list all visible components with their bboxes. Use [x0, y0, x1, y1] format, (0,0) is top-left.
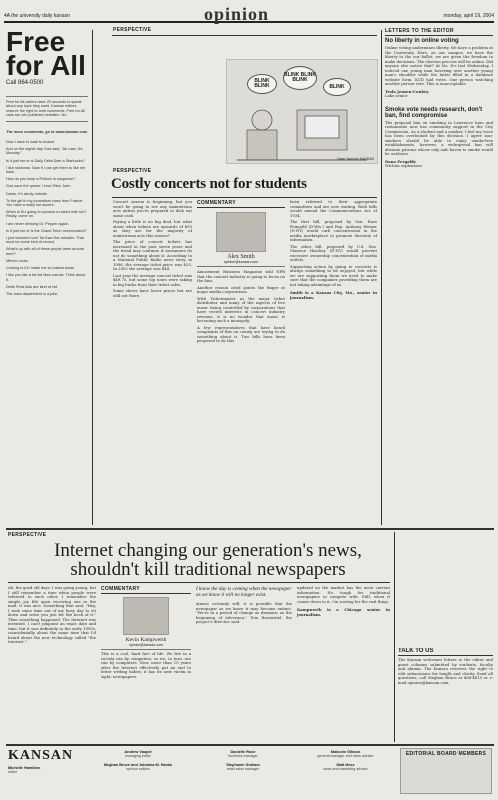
article-paragraph: A few representatives that have heard complaints of this on county are trying to do something about it. Two bills have been proposed to do this.	[197, 324, 285, 343]
letter-body: Online voting undermines liberty. We have a problem at the University. Here, on our campus, we have the liberty to the our ballot, we are given the freedom to make decisions. The election process will be online. Did anyone else notice that? At No. It's last Wednesday, I noticed one young man hovering over another young man's shoulder while the latter filled in a database website form. KUD had votes. One person watching another person vote. This is unacceptable.	[385, 45, 493, 86]
free-for-all-intro: Free for All callers have 20 seconds to speak about any topic they want. Kansan editors reserve the right to omit comments. Free for All calls are not published verbatim. No	[6, 96, 88, 122]
perspective-label: PERSPECTIVE	[113, 27, 152, 33]
article1-col1	[113, 200, 192, 455]
staff-block	[298, 750, 393, 771]
author-email: opinion@kansan.com	[197, 260, 285, 267]
section-title: opinion	[204, 4, 270, 24]
staff-role: business manager	[228, 754, 258, 758]
column-divider	[394, 532, 395, 742]
free-for-all-item: Is it just me or is the Grand Teton overcrowded?	[6, 228, 87, 233]
commentary-label: COMMENTARY	[101, 586, 191, 594]
page-header	[4, 6, 494, 23]
staff-name: Andrew Vaupel	[124, 750, 152, 754]
column-divider	[381, 30, 382, 525]
author-email: opinion@kansan.com	[101, 643, 191, 650]
letter-body: The proposal ban on smoking in Lawrence bars and restaurants now has community support in the City Commission. As a student and a smoker, I feel my voice has been overlooked by this decision. I agree non-smokers should be able to enjoy smoke-free establishments, however, a widespread ban will alienate patrons whose only safe haven to smoke would be outdoors.	[385, 119, 493, 156]
free-for-all-item: I just smoked more Tar than five minutes. That must be some kind of record.	[6, 236, 84, 245]
article-paragraph: Ah, the good old days. I was going young, but I still remember a time when people were tethered to each other. I remember the simple joy felt upon receiving one in the mail. It was nice. Something that said, "Hey, I took some time out of my busy day to sit down and write you just for the heck of it." Then something happened. The Internet was invented. I can't pinpoint an exact date and time, but it was definitely in the early 1990s, coincidentally about the same time that I'd heard about the new technology called "the Internet."	[8, 586, 96, 644]
letter-signature-detail: Lake senior	[385, 93, 408, 98]
free-for-all-item: I like you like a fat kid likes carrots. Think about it.	[6, 273, 86, 282]
article-paragraph: This is a cool, hard fact of life. We live in a society run by computers, so we, in turn, are run by computers. Now, more than 10 years after the Internet effectively put an end to letter writing habits, it has its next victim in sight: newspapers.	[101, 651, 191, 679]
staff-role: editor	[8, 770, 17, 774]
article-author-tagline: Smith is a Kansas City, Mo., senior in journalism.	[290, 290, 377, 300]
letter-signature-detail: Wichita sophomore	[385, 163, 423, 168]
article-headline: Internet changing our generation's news, shouldn't kill traditional newspapers	[54, 540, 362, 580]
masthead-rule	[6, 744, 494, 746]
author-photo	[216, 212, 266, 252]
free-for-all-item: The main department is a joke.	[6, 291, 59, 296]
pull-quote: I know the day is coming when the newspaper as we know it will no longer exist.	[196, 586, 292, 599]
free-for-all-item: Coming to KU made me so instant Asian.	[6, 266, 76, 271]
column-divider	[92, 30, 93, 525]
author-name: Kevin Kampwerth	[125, 637, 167, 643]
article-paragraph: Some shows have lower prices but are still out there.	[113, 288, 192, 298]
article-paragraph: The first bill, proposed by Sen. Russ Feingold (D-Wis.) and Rep. Anthony Weiner (D-NY) would curb concentration in the media marketplace to promote diversity of information.	[290, 219, 377, 242]
staff-name: Stephanie Graham	[226, 763, 260, 767]
free-for-all-item: When is KU going to sponsor a naked mile run? Really, come on.	[6, 210, 87, 219]
staff-block	[8, 766, 78, 774]
free-for-all-item: Damn, it's windy outside.	[6, 191, 48, 196]
masthead	[8, 748, 493, 796]
talk-to-us-text: The Kansan welcomes letters to the editor and guest columns submitted by students, faculty and alumni. The Kansan reserves the right to edit submissions for length and clarity. Send all questions, call Meghan Bruce at 864-4810 or e-mail opinion@kansan.com.	[398, 657, 493, 685]
article-paragraph: With Ticketmaster as the major ticket distributor and many of the aspects of live music being controlled by corporations that have vested interests in concert industry revenue, it is no wonder that music is becoming such a monopoly.	[197, 295, 285, 323]
header-date: monday, april 19, 2004	[443, 13, 494, 19]
free-for-all-item: How do you keep a Pollock in suspense?	[6, 177, 76, 182]
article-paragraph: been referred to their appropriate committees and are now waiting. Both bills would amend the Communications Act of 1934.	[290, 200, 377, 218]
free-for-all-item: Is it just me or is Daily Della Dale a Starbucks?	[6, 158, 85, 163]
article-paragraph: The other bill, proposed by U.S. Sen. Maurice Hinchey (D-NY) would prevent excessive ownership concentration of media outlets.	[290, 243, 377, 262]
article2-col2	[101, 586, 191, 736]
perspective-label: PERSPECTIVE	[8, 532, 47, 538]
letters-header: LETTERS TO THE EDITOR	[385, 28, 493, 36]
cartoon-bubble: BLINK BLINK BLINK	[283, 66, 317, 90]
talk-to-us-box	[398, 648, 493, 738]
article-paragraph: Supporting action by going to concerts is always something to be enjoyed, but while we are supporting them we need to make sure that the companies providing them are not taking advantage of us.	[290, 263, 377, 287]
perspective-rule	[112, 35, 377, 36]
perspective-label: PERSPECTIVE	[113, 168, 152, 174]
article2-col4	[297, 586, 390, 736]
article-paragraph: Concert season is beginning, but you won't be going to see any mainstream acts unless you're prepared to dish out some cash.	[113, 200, 192, 218]
article2-col3	[196, 586, 292, 736]
cartoon-bubble: BLINK	[323, 78, 351, 96]
article-paragraph: Another reason cited points the finger at major media corporations.	[197, 284, 285, 294]
free-for-all-item: Mhmm rocks.	[6, 258, 29, 263]
author-photo	[123, 597, 169, 635]
free-for-all-item: To the girl in my journalism class from France: You have a really hot accent.	[6, 198, 84, 208]
staff-role: sales and marketing adviser	[323, 767, 368, 771]
free-for-all-item: And on the eighth day God said, "Ah man, it's Monday."	[6, 147, 83, 156]
free-for-all-item: I am never drinking Dr. Pepper again.	[6, 221, 69, 226]
free-for-all-list	[6, 140, 88, 296]
staff-name: Malcolm Gibson	[330, 750, 361, 754]
editorial-board-label: EDITORIAL BOARD MEMBERS	[405, 751, 487, 757]
headline-rule	[112, 197, 377, 198]
header-left-text: 4A the university daily kansan	[4, 13, 70, 19]
staff-name: Michelle Hamilton	[8, 766, 41, 770]
article-paragraph: Paying a little is no big deal, but what about when tickets are upwards of $55 as they are for the majority of mainstream acts this season?	[113, 219, 192, 238]
free-for-all-item: God save the queen. I love Elton John.	[6, 184, 72, 189]
section-divider	[6, 528, 494, 530]
talk-to-us-header: TALK TO US	[398, 648, 493, 656]
free-for-all-title: Free for All	[6, 30, 86, 81]
staff-name: Danielle Rose	[230, 750, 256, 754]
free-for-all-item: What's up with all of these purple trees around here?	[6, 247, 84, 256]
free-for-all-phone: Call 864-0500	[6, 80, 44, 86]
free-for-all-item: Now I have to walk to lecture	[6, 140, 55, 145]
editorial-cartoon	[226, 59, 378, 164]
free-for-all-item: Della Terra kids are kind of hot.	[6, 284, 59, 289]
article1-col3	[290, 200, 377, 455]
staff-block	[93, 750, 183, 771]
article-paragraph: Amusement Business Magazine told NPR that the concert industry is going to focus on the fans.	[197, 269, 285, 283]
staff-role: managing editor	[125, 754, 151, 758]
letter-title: No liberty in online voting	[385, 38, 459, 44]
article-headline: Costly concerts not for students	[111, 176, 307, 192]
commentary-label: COMMENTARY	[197, 200, 285, 208]
author-name: Alex Smith	[227, 254, 255, 260]
letters-column	[385, 28, 493, 528]
staff-role: general manager and news adviser	[317, 754, 374, 758]
staff-role: opinion editors	[126, 767, 150, 771]
staff-role: retail sales manager	[226, 767, 260, 771]
free-for-all-column	[6, 30, 88, 530]
cartoon-credit: Dave Tach for KANSAN	[337, 157, 374, 161]
paper-nameplate: KANSAN	[8, 748, 74, 763]
headline-rule	[8, 582, 390, 583]
letter-signature: Dana Pergaldy	[385, 158, 416, 164]
free-for-all-web-label: For more comments, go to www.kansan.com	[6, 129, 88, 134]
staff-name: Meghan Bruce and Johanna M. Hanks	[103, 763, 173, 767]
article-paragraph: Last year the average concert ticket was $49.75, but some top tours were taking in big bucks from their ticket sales.	[113, 272, 192, 287]
free-for-all-item: I like rainbows. Now if I can get them to like me back.	[6, 165, 86, 175]
editorial-board-box	[400, 748, 492, 794]
cartoon-bubble: BLINK BLINK	[247, 74, 277, 94]
article-paragraph: updated on the market has the most current information. It's tough for traditional newspapers to compete with. Still, when it comes down to it, I'm rooting for the real thing.	[297, 586, 390, 604]
article-paragraph: The price of concert tickets has increased in the past seven years and the trend may continue if consumers do not do something about it. According to a National Public Radio news story, in 1996, the average ticket price was $25. In 2002 the average was $44.	[113, 239, 192, 271]
article1-col2	[197, 200, 285, 455]
staff-name: Matt Hess	[336, 763, 355, 767]
article-author-tagline: Kampwerth is a Chicago senior in journalism.	[297, 607, 390, 617]
article2-col1	[8, 586, 96, 736]
letter-title: Smoke vote needs research, don't ban, find compromise	[385, 106, 483, 119]
staff-block	[198, 750, 288, 771]
letter-signature: Tesla Jensen-Conkey	[385, 88, 429, 94]
article-paragraph: almost certainly will, it is possible that the newspaper as we know it may become extinct. "We're in a period of change as dramatic as the beginning of television," Tom Rosenstiel, the project's director, said.	[196, 601, 292, 625]
